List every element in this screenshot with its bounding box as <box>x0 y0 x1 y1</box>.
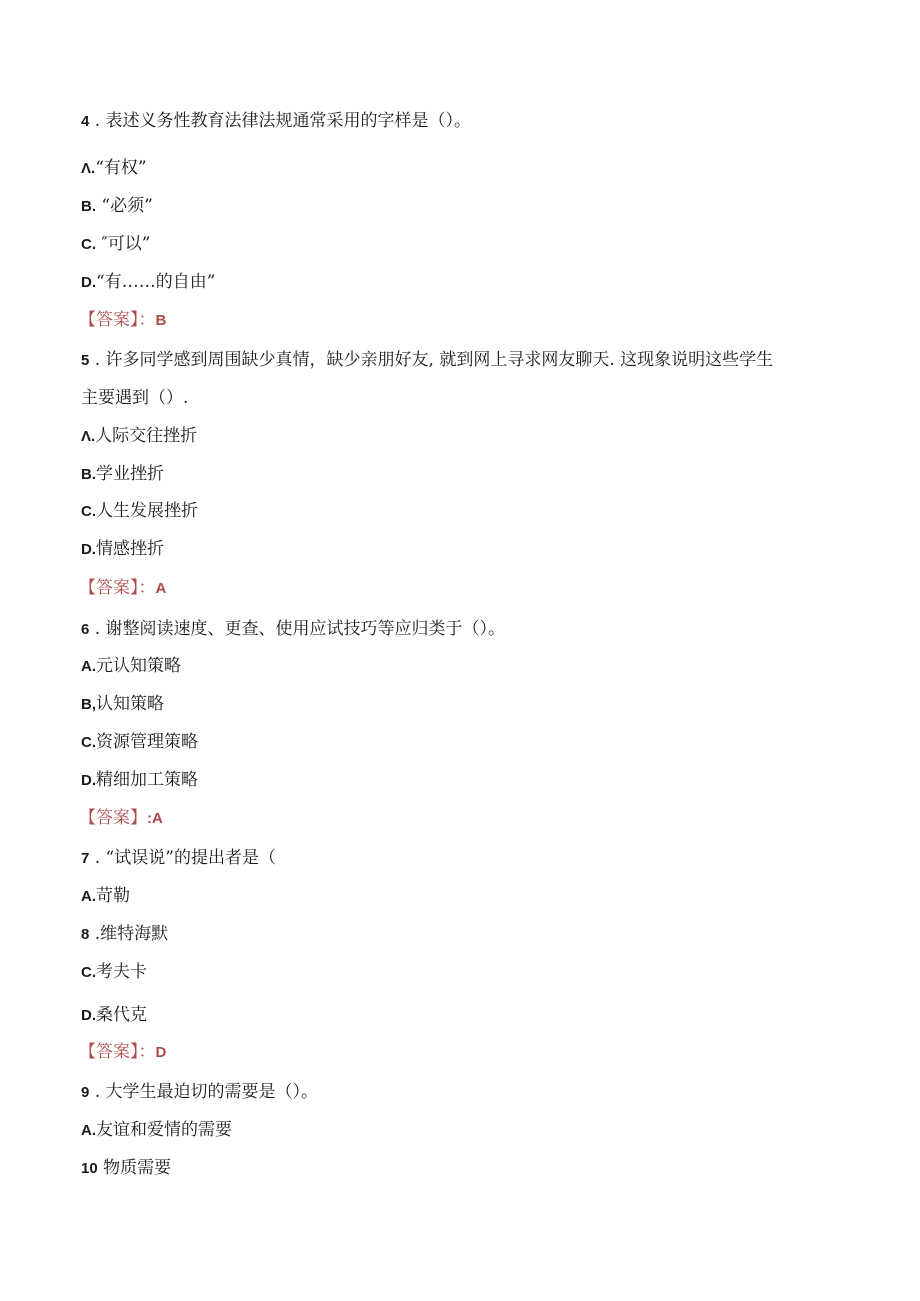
option-d: D.精细加工策略 <box>81 770 198 790</box>
option-d: D.“有……的自由” <box>81 272 216 292</box>
option-a: A.元认知策略 <box>81 656 181 676</box>
option-d: D.桑代克 <box>81 1005 147 1025</box>
option-c: C.人生发展挫折 <box>81 501 198 521</box>
question-number: 6 <box>81 621 90 638</box>
option-b: 10 物质需要 <box>81 1158 172 1178</box>
option-b: B,认知策略 <box>81 694 164 714</box>
option-a: A.苛勒 <box>81 886 130 906</box>
question-4-stem <box>81 110 471 133</box>
question-6-stem <box>81 618 505 641</box>
answer-5: 【答案】：A <box>79 578 167 598</box>
question-7-stem <box>81 847 276 870</box>
question-number: 7 <box>81 850 90 867</box>
option-d: D.情感挫折 <box>81 539 164 559</box>
option-a: Λ.“有权” <box>81 158 147 178</box>
question-text: . “试误说”的提出者是（ <box>94 848 276 868</box>
question-number: 9 <box>81 1084 90 1101</box>
question-number: 4 <box>81 113 90 130</box>
answer-7: 【答案】：D <box>79 1042 167 1062</box>
question-9-stem <box>81 1081 318 1104</box>
question-text: . 表述义务性教育法律法规通常采用的字样是（）。 <box>94 111 472 131</box>
answer-6: 【答案】:A <box>79 808 163 828</box>
question-text: . 谢整阅读速度、更查、使用应试技巧等应归类于（）。 <box>94 619 506 639</box>
option-a: A.友谊和爱情的需要 <box>81 1120 232 1140</box>
option-c: C.考夫卡 <box>81 962 147 982</box>
option-b: B.学业挫折 <box>81 464 164 484</box>
option-a: Λ.人际交往挫折 <box>81 426 198 446</box>
option-c: C. ″可以” <box>81 234 151 254</box>
option-b: B. “必须” <box>81 196 153 216</box>
question-text: . 许多同学感到周围缺少真情，缺少亲朋好友, 就到网上寻求网友聊天. 这现象说明这些学生 <box>94 350 774 370</box>
option-c: C.资源管理策略 <box>81 732 198 752</box>
option-b: 8 .维特海默 <box>81 924 169 944</box>
question-text: 主要遇到（）. <box>81 388 189 408</box>
question-text: . 大学生最迫切的需要是（）。 <box>94 1082 319 1102</box>
question-number: 5 <box>81 352 90 369</box>
question-5-stem <box>81 349 773 372</box>
answer-4: 【答案】：B <box>79 310 167 330</box>
question-5-stem-cont <box>81 387 188 409</box>
